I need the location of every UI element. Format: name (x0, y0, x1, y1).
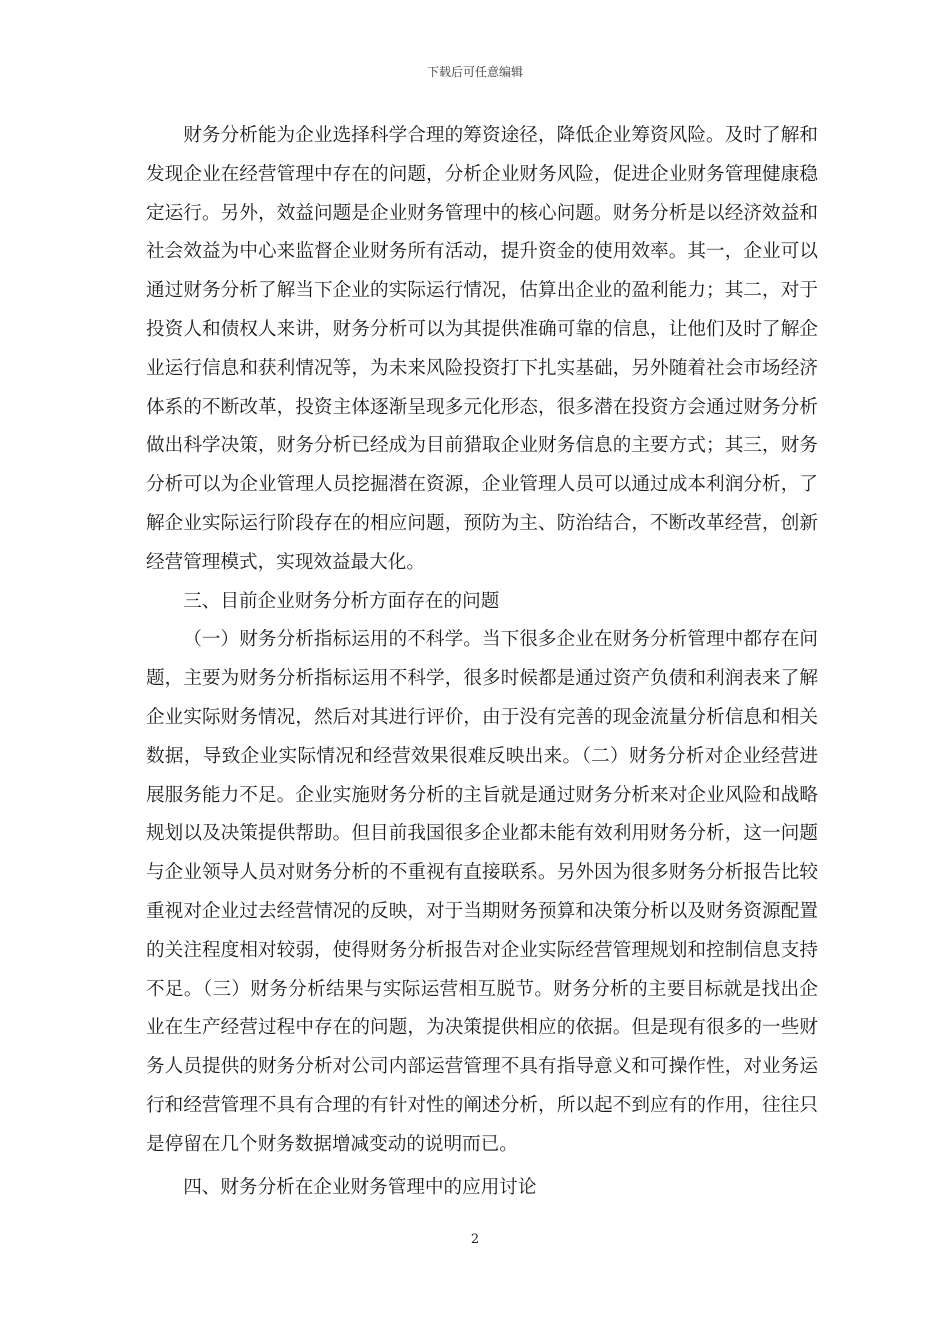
page-number: 2 (470, 1232, 480, 1247)
page-header: 下载后可任意编辑 (426, 65, 523, 79)
document-body (146, 117, 818, 1207)
section-heading-3: 三、目前企业财务分析方面存在的问题 (183, 590, 500, 612)
paragraph-existing-problems: （一）财务分析指标运用的不科学。当下很多企业在财务分析管理中都存在问题，主要为财务分析指标运用不科学，很多时候都是通过资产负债和利润表来了解企业实际财务情况，然后对其进行评价，由于没有完善的现金流量分析信息和相关数据，导致企业实际情况和经营效果很难反映出来。（二）财务分析对企业经营进展服务能力不足。企业实施财务分析的主旨就是通过财务分析来对企业风险和战略规划以及决策提供帮助。但目前我国很多企业都未能有效利用财务分析，这一问题与企业领导人员对财务分析的不重视有直接联系。另外因为很多财务分析报告比较重视对企业过去经营情况的反映，对于当期财务预算和决策分析以及财务资源配置的关注程度相对较弱，使得财务分析报告对企业实际经营管理规划和控制信息支持不足。（三）财务分析结果与实际运营相互脱节。财务分析的主要目标就是找出企业在生产经营过程中存在的问题，为决策提供相应的依据。但是现有很多的一些财务人员提供的财务分析对公司内部运营管理不具有指导意义和可操作性，对业务运行和经营管理不具有合理的有针对性的阐述分析，所以起不到应有的作用，往往只是停留在几个财务数据增减变动的说明而已。 (146, 629, 818, 1155)
paragraph-financial-analysis-benefits: 财务分析能为企业选择科学合理的筹资途径，降低企业筹资风险。及时了解和发现企业在经营管理中存在的问题，分析企业财务风险，促进企业财务管理健康稳定运行。另外，效益问题是企业财务管理中的核心问题。财务分析是以经济效益和社会效益为中心来监督企业财务所有活动，提升资金的使用效率。其一，企业可以通过财务分析了解当下企业的实际运行情况，估算出企业的盈利能力；其二，对于投资人和债权人来讲，财务分析可以为其提供准确可靠的信息，让他们及时了解企业运行信息和获利情况等，为未来风险投资打下扎实基础，另外随着社会市场经济体系的不断改革，投资主体逐渐呈现多元化形态，很多潜在投资方会通过财务分析做出科学决策，财务分析已经成为目前猎取企业财务信息的主要方式；其三，财务分析可以为企业管理人员挖掘潜在资源，企业管理人员可以通过成本利润分析，了解企业实际运行阶段存在的相应问题，预防为主、防治结合，不断改革经营，创新经营管理模式，实现效益最大化。 (146, 125, 818, 573)
section-heading-4: 四、财务分析在企业财务管理中的应用讨论 (183, 1176, 537, 1198)
